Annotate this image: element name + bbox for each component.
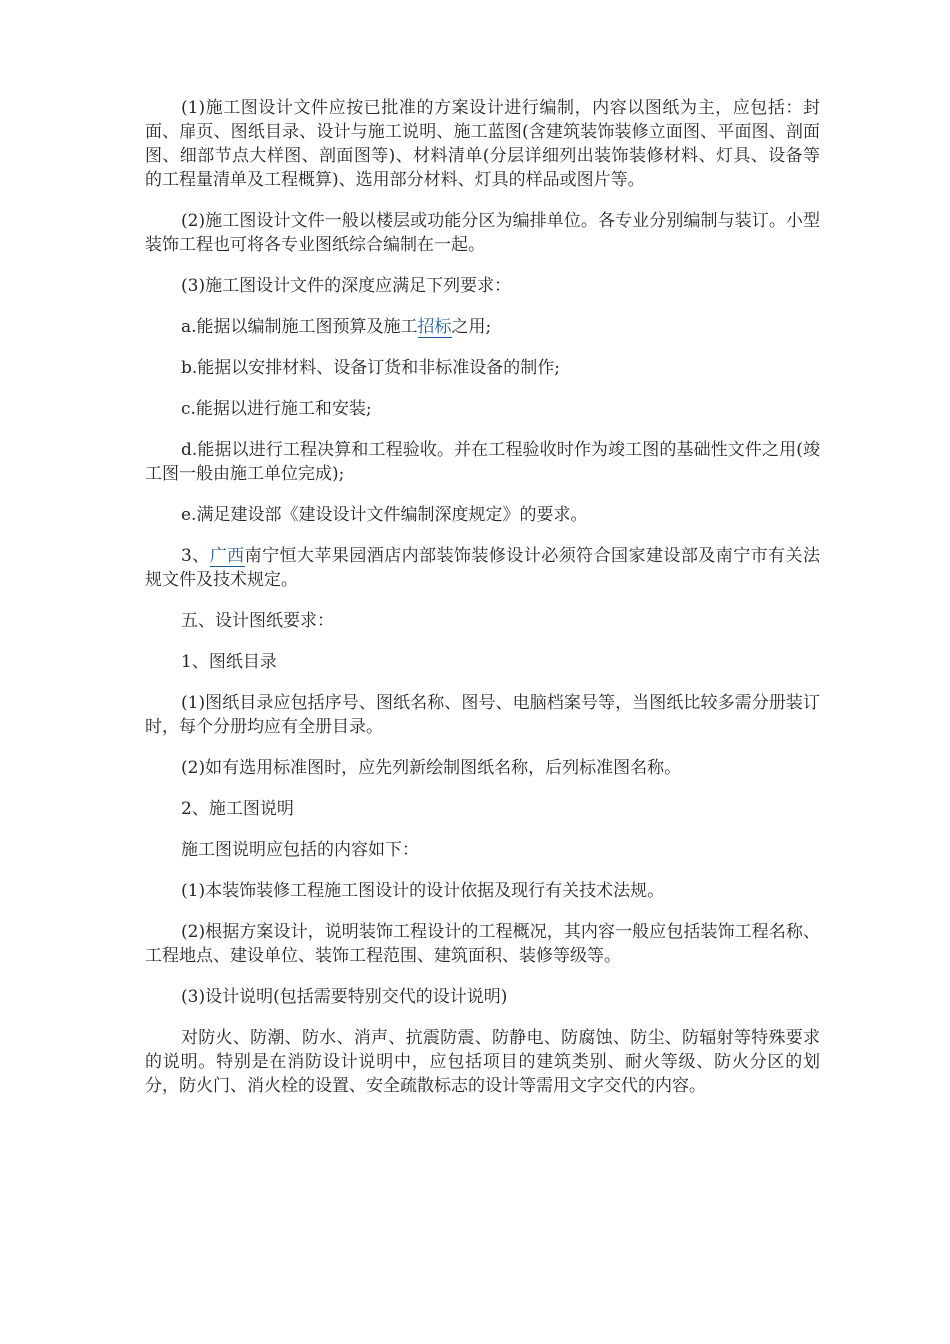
section-heading-5: 五、设计图纸要求： <box>181 611 334 631</box>
paragraph-4 <box>145 315 820 339</box>
paragraph-18: (3)设计说明(包括需要特别交代的设计说明) <box>181 987 508 1007</box>
paragraph-13: (2)如有选用标准图时，应先列新绘制图纸名称，后列标准图名称。 <box>181 758 682 778</box>
paragraph-9-text-before: 3、 <box>181 546 210 566</box>
paragraph-9-text-after: 南宁恒大苹果园酒店内部装饰装修设计必须符合国家建设部及南宁市有关法规文件及技术规定。 <box>145 546 820 590</box>
subheading-drawing-list: 1、图纸目录 <box>181 652 277 672</box>
link-zhaobiao[interactable]: 招标 <box>417 317 452 337</box>
paragraph-7: d.能据以进行工程决算和工程验收。并在工程验收时作为竣工图的基础性文件之用(竣工图一般由施工单位完成); <box>145 440 820 484</box>
document-body <box>145 96 820 1115</box>
paragraph-9 <box>145 544 820 592</box>
paragraph-15: 施工图说明应包括的内容如下： <box>181 840 419 860</box>
paragraph-17: (2)根据方案设计，说明装饰工程设计的工程概况，其内容一般应包括装饰工程名称、工程地点、建设单位、装饰工程范围、建筑面积、装修等级等。 <box>145 922 820 966</box>
paragraph-3: (3)施工图设计文件的深度应满足下列要求： <box>181 276 512 296</box>
paragraph-6: c.能据以进行施工和安装; <box>181 399 372 419</box>
paragraph-2: (2)施工图设计文件一般以楼层或功能分区为编排单位。各专业分别编制与装订。小型装饰工程也可将各专业图纸综合编制在一起。 <box>145 211 820 255</box>
paragraph-4-text-after: 之用; <box>451 317 492 337</box>
link-guangxi[interactable]: 广西 <box>209 546 245 566</box>
paragraph-4-text-before: a.能据以编制施工图预算及施工 <box>181 317 418 337</box>
paragraph-8: e.满足建设部《建设设计文件编制深度规定》的要求。 <box>181 505 588 525</box>
paragraph-12: (1)图纸目录应包括序号、图纸名称、图号、电脑档案号等，当图纸比较多需分册装订时，每个分册均应有全册目录。 <box>145 693 820 737</box>
paragraph-16: (1)本装饰装修工程施工图设计的设计依据及现行有关技术法规。 <box>181 881 665 901</box>
paragraph-19: 对防火、防潮、防水、消声、抗震防震、防静电、防腐蚀、防尘、防辐射等特殊要求的说明。特别是在消防设计说明中，应包括项目的建筑类别、耐火等级、防火分区的划分，防火门、消火栓的设置、安全疏散标志的设计等需用文字交代的内容。 <box>145 1028 820 1096</box>
subheading-construction-notes: 2、施工图说明 <box>181 799 294 819</box>
paragraph-5: b.能据以安排材料、设备订货和非标准设备的制作; <box>181 358 561 378</box>
paragraph-1: (1)施工图设计文件应按已批准的方案设计进行编制，内容以图纸为主，应包括：封面、扉页、图纸目录、设计与施工说明、施工蓝图(含建筑装饰装修立面图、平面图、剖面图、细部节点大样图、剖面图等)、材料清单(分层详细列出装饰装修材料、灯具、设备等的工程量清单及工程概算)、选用部分材料、灯具的样品或图片等。 <box>145 98 820 190</box>
